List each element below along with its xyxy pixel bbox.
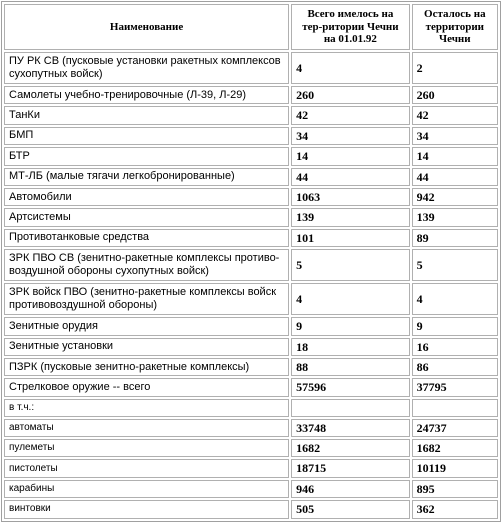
cell-remaining: 86 bbox=[412, 358, 498, 376]
table-row bbox=[4, 229, 498, 247]
cell-total: 260 bbox=[291, 86, 409, 104]
table-row bbox=[4, 358, 498, 376]
cell-remaining: 16 bbox=[412, 338, 498, 356]
cell-remaining: 37795 bbox=[412, 378, 498, 396]
cell-remaining: 895 bbox=[412, 480, 498, 498]
table-row bbox=[4, 317, 498, 335]
cell-total: 4 bbox=[291, 52, 409, 84]
cell-remaining: 5 bbox=[412, 249, 498, 281]
cell-total: 44 bbox=[291, 168, 409, 186]
weapons-table bbox=[1, 1, 501, 522]
cell-name: БМП bbox=[4, 127, 289, 145]
cell-total: 33748 bbox=[291, 419, 409, 437]
table-row bbox=[4, 419, 498, 437]
table-row bbox=[4, 249, 498, 281]
cell-total: 57596 bbox=[291, 378, 409, 396]
header-name: Наименование bbox=[4, 4, 289, 50]
cell-total: 14 bbox=[291, 147, 409, 165]
cell-name: пулеметы bbox=[4, 439, 289, 457]
table-row bbox=[4, 168, 498, 186]
cell-name: ЗРК ПВО СВ (зенитно-ракетные комплексы противо-воздушной обороны сухопутных войск) bbox=[4, 249, 289, 281]
table-row bbox=[4, 86, 498, 104]
table-row bbox=[4, 208, 498, 226]
cell-name: ПЗРК (пусковые зенитно-ракетные комплексы) bbox=[4, 358, 289, 376]
cell-name: Зенитные орудия bbox=[4, 317, 289, 335]
cell-total: 946 bbox=[291, 480, 409, 498]
table-row bbox=[4, 188, 498, 206]
table-row bbox=[4, 500, 498, 518]
table-row bbox=[4, 147, 498, 165]
cell-total: 5 bbox=[291, 249, 409, 281]
cell-total: 18 bbox=[291, 338, 409, 356]
cell-remaining: 34 bbox=[412, 127, 498, 145]
cell-total: 88 bbox=[291, 358, 409, 376]
cell-remaining: 260 bbox=[412, 86, 498, 104]
cell-name: карабины bbox=[4, 480, 289, 498]
table-row bbox=[4, 459, 498, 477]
cell-name: ПУ РК СВ (пусковые установки ракетных комплексов сухопутных войск) bbox=[4, 52, 289, 84]
header-row bbox=[4, 4, 498, 50]
table-row bbox=[4, 283, 498, 315]
header-remaining: Осталось на территории Чечни bbox=[412, 4, 498, 50]
table-row bbox=[4, 338, 498, 356]
cell-name: ТанКи bbox=[4, 106, 289, 124]
cell-name: Зенитные установки bbox=[4, 338, 289, 356]
cell-total: 18715 bbox=[291, 459, 409, 477]
cell-remaining: 942 bbox=[412, 188, 498, 206]
cell-total: 1063 bbox=[291, 188, 409, 206]
cell-name: Автомобили bbox=[4, 188, 289, 206]
cell-total: 4 bbox=[291, 283, 409, 315]
cell-remaining: 14 bbox=[412, 147, 498, 165]
table-row bbox=[4, 399, 498, 417]
cell-name: Стрелковое оружие -- всего bbox=[4, 378, 289, 396]
header-total: Всего имелось на тер-ритории Чечни на 01.01.92 bbox=[291, 4, 409, 50]
cell-remaining: 89 bbox=[412, 229, 498, 247]
cell-total: 34 bbox=[291, 127, 409, 145]
cell-remaining: 9 bbox=[412, 317, 498, 335]
cell-total: 505 bbox=[291, 500, 409, 518]
cell-name: в т.ч.: bbox=[4, 399, 289, 417]
table-row bbox=[4, 480, 498, 498]
cell-name: Самолеты учебно-тренировочные (Л-39, Л-29) bbox=[4, 86, 289, 104]
cell-name: Противотанковые средства bbox=[4, 229, 289, 247]
cell-name: автоматы bbox=[4, 419, 289, 437]
table-row bbox=[4, 378, 498, 396]
cell-remaining: 139 bbox=[412, 208, 498, 226]
table-row bbox=[4, 106, 498, 124]
cell-total: 101 bbox=[291, 229, 409, 247]
cell-total: 1682 bbox=[291, 439, 409, 457]
cell-total: 139 bbox=[291, 208, 409, 226]
cell-remaining: 362 bbox=[412, 500, 498, 518]
table-row bbox=[4, 52, 498, 84]
cell-total bbox=[291, 399, 409, 417]
table-row bbox=[4, 439, 498, 457]
cell-name: МТ-ЛБ (малые тягачи легкобронированные) bbox=[4, 168, 289, 186]
cell-remaining: 2 bbox=[412, 52, 498, 84]
cell-total: 42 bbox=[291, 106, 409, 124]
cell-remaining: 4 bbox=[412, 283, 498, 315]
cell-name: винтовки bbox=[4, 500, 289, 518]
cell-remaining: 10119 bbox=[412, 459, 498, 477]
cell-remaining bbox=[412, 399, 498, 417]
cell-remaining: 42 bbox=[412, 106, 498, 124]
cell-remaining: 24737 bbox=[412, 419, 498, 437]
cell-name: пистолеты bbox=[4, 459, 289, 477]
cell-remaining: 44 bbox=[412, 168, 498, 186]
cell-name: Артсистемы bbox=[4, 208, 289, 226]
cell-name: БТР bbox=[4, 147, 289, 165]
table-row bbox=[4, 127, 498, 145]
cell-remaining: 1682 bbox=[412, 439, 498, 457]
cell-total: 9 bbox=[291, 317, 409, 335]
cell-name: ЗРК войск ПВО (зенитно-ракетные комплексы войск противовоздушной обороны) bbox=[4, 283, 289, 315]
